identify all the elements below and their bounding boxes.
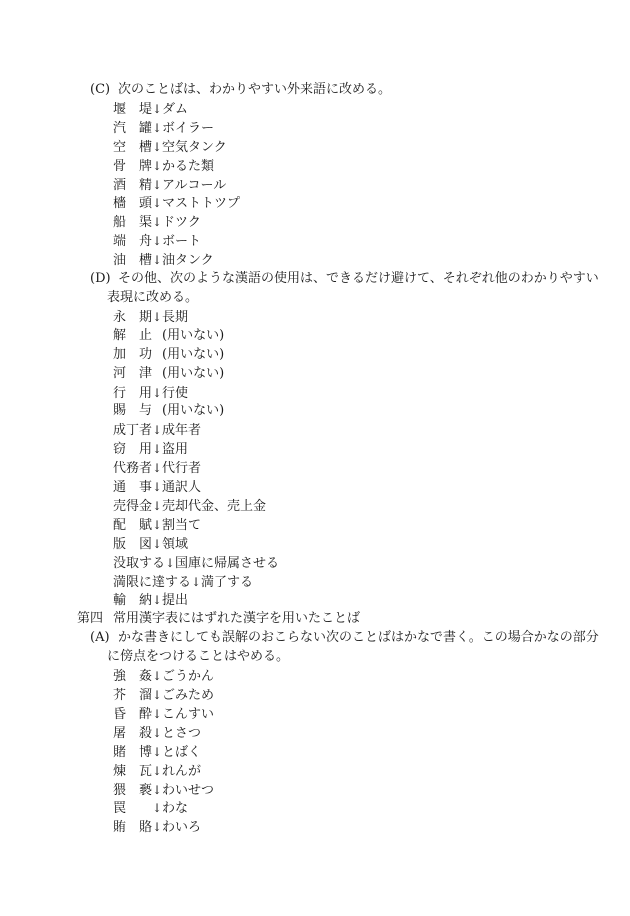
replacement-text: 提出 [162,593,189,609]
term-text: 昏 酔 [113,706,153,722]
replacement-text: わな [162,801,189,817]
arrow-icon: ↓ [152,101,163,116]
replacement-text: (用いない) [162,403,225,419]
list-item [0,591,630,610]
section-d-list [0,308,630,611]
term-text: 通 事 [113,480,153,496]
replacement-text: かるた類 [162,158,215,174]
replacement-text: 満了する [201,574,254,590]
replacement-text: ボート [162,234,202,250]
replacement-text: わいろ [162,820,202,836]
term-text: 永 期 [113,309,153,325]
list-item [0,497,630,516]
term-text: 賜 与 [113,403,153,419]
arrow-icon: ↓ [152,763,163,778]
term-text: 輸 納 [113,593,153,609]
arrow-icon: ↓ [152,253,163,268]
list-item [0,327,630,346]
section-a-heading [0,629,630,648]
replacement-text: (用いない) [162,365,225,381]
term-text: 檣 頭 [113,196,153,212]
list-item [0,194,630,213]
list-item [0,459,630,478]
arrow-icon: ↓ [152,461,163,476]
list-item [0,308,630,327]
term-text: 賭 博 [113,744,153,760]
replacement-text: マストトツプ [162,196,241,212]
list-item [0,818,630,837]
replacement-text: (用いない) [162,327,225,343]
replacement-text: 行使 [162,385,189,401]
arrow-icon: ↓ [152,385,163,400]
arrow-icon: ↓ [152,480,163,495]
replacement-text: とさつ [162,725,202,741]
section-4-heading [0,610,630,629]
section-d-text-line2: 表現に改める。 [107,289,199,305]
list-item [0,100,630,119]
term-text: 満限に達する [113,574,192,590]
arrow-icon: ↓ [152,536,163,551]
replacement-text: 油タンク [162,253,214,269]
replacement-text: ダム [162,101,189,117]
section-4-label: 第四 [77,611,104,627]
term-text: 解 止 [113,327,153,343]
list-item [0,232,630,251]
replacement-text: 国庫に帰属させる [175,555,280,571]
list-item [0,667,630,686]
list-item [0,724,630,743]
replacement-text: とばく [162,744,202,760]
section-c-heading [0,81,630,100]
list-item [0,365,630,384]
replacement-text: こんすい [162,706,215,722]
arrow-icon: ↓ [152,120,163,135]
list-item [0,781,630,800]
term-text: 骨 牌 [113,158,153,174]
arrow-icon: ↓ [152,820,163,835]
section-c-list [0,100,630,270]
term-text: 汽 罐 [113,120,153,136]
section-d-label: (D) [90,271,111,287]
arrow-icon: ↓ [152,593,163,608]
arrow-icon: ↓ [152,309,163,324]
term-text: 加 功 [113,346,153,362]
list-item [0,440,630,459]
arrow-icon: ↓ [152,196,163,211]
replacement-text: 割当て [162,517,202,533]
section-a-list [0,667,630,837]
arrow-icon: ↓ [152,177,163,192]
section-a-label: (A) [90,630,110,646]
term-text: 空 槽 [113,139,153,155]
list-item [0,478,630,497]
replacement-text: れんが [162,763,202,779]
arrow-icon: ↓ [152,498,163,513]
term-text: 行 用 [113,385,153,401]
term-text: 罠 [113,801,153,817]
arrow-icon: ↓ [152,706,163,721]
arrow-icon: ↓ [152,782,163,797]
arrow-icon: ↓ [152,423,163,438]
term-text: 屠 殺 [113,725,153,741]
list-item [0,421,630,440]
list-item [0,176,630,195]
arrow-icon: ↓ [152,725,163,740]
list-item [0,346,630,365]
term-text: 堰 堤 [113,101,153,117]
list-item [0,516,630,535]
section-c-text: 次のことばは、わかりやすい外来語に改める。 [118,82,392,97]
replacement-text: 長期 [162,309,189,325]
replacement-text: ボイラー [162,120,215,136]
arrow-icon: ↓ [152,139,163,154]
term-text: 猥 褻 [113,782,153,798]
arrow-icon: ↓ [165,555,176,570]
list-item [0,138,630,157]
replacement-text: アルコール [162,177,227,193]
replacement-text: ごみため [162,688,215,703]
section-a-text-line2: に傍点をつけることはやめる。 [107,649,290,665]
list-item [0,384,630,403]
arrow-icon: ↓ [152,158,163,173]
section-4-title: 常用漢字表にはずれた漢字を用いたことば [113,611,361,627]
list-item [0,213,630,232]
replacement-text: 代行者 [162,461,202,477]
term-text: 煉 瓦 [113,763,153,779]
list-item [0,743,630,762]
replacement-text: ごうかん [162,669,215,685]
replacement-text: 売却代金、売上金 [162,498,267,514]
term-text: 強 姦 [113,669,153,685]
list-item [0,705,630,724]
arrow-icon: ↓ [191,574,202,589]
term-text: 成丁者 [113,423,153,439]
term-text: 船 渠 [113,215,153,231]
replacement-text: 通訳人 [162,480,202,496]
list-item [0,535,630,554]
term-text: 酒 精 [113,177,153,193]
arrow-icon: ↓ [152,442,163,457]
section-a-text-line1: かな書きにしても誤解のおこらない次のことばはかなで書く。この場合かなの部分 [118,630,599,646]
term-text: 版 図 [113,536,153,552]
replacement-text: 空気タンク [162,139,227,155]
list-item [0,157,630,176]
replacement-text: 領域 [162,536,189,552]
replacement-text: 盗用 [162,442,189,458]
term-text: 没取する [113,555,166,571]
section-d-heading [0,270,630,289]
arrow-icon: ↓ [152,744,163,759]
term-text: 売得金 [113,498,153,514]
arrow-icon: ↓ [152,234,163,249]
term-text: 代務者 [113,461,153,477]
list-item [0,402,630,421]
term-text: 端 舟 [113,234,153,250]
term-text: 窃 用 [113,442,153,458]
replacement-text: (用いない) [162,346,225,362]
arrow-icon: ↓ [152,688,163,702]
replacement-text: ドツク [162,215,201,231]
list-item [0,573,630,592]
replacement-text: わいせつ [162,782,215,798]
term-text: 河 津 [113,365,153,381]
list-item [0,799,630,818]
list-item [0,251,630,270]
section-d-text-line1: その他、次のような漢語の使用は、できるだけ避けて、それぞれ他のわかりやすい [118,271,599,287]
arrow-icon: ↓ [152,517,163,532]
arrow-icon: ↓ [152,669,163,684]
list-item [0,119,630,138]
document-page [0,81,630,837]
term-text: 賄 賂 [113,820,153,836]
list-item [0,554,630,573]
replacement-text: 成年者 [162,423,202,439]
term-text: 油 槽 [113,253,153,269]
term-text: 芥 溜 [113,688,153,703]
section-c-label: (C) [90,82,111,97]
list-item [0,762,630,781]
list-item [0,686,630,705]
arrow-icon: ↓ [152,215,163,230]
arrow-icon: ↓ [152,801,163,816]
term-text: 配 賦 [113,517,153,533]
